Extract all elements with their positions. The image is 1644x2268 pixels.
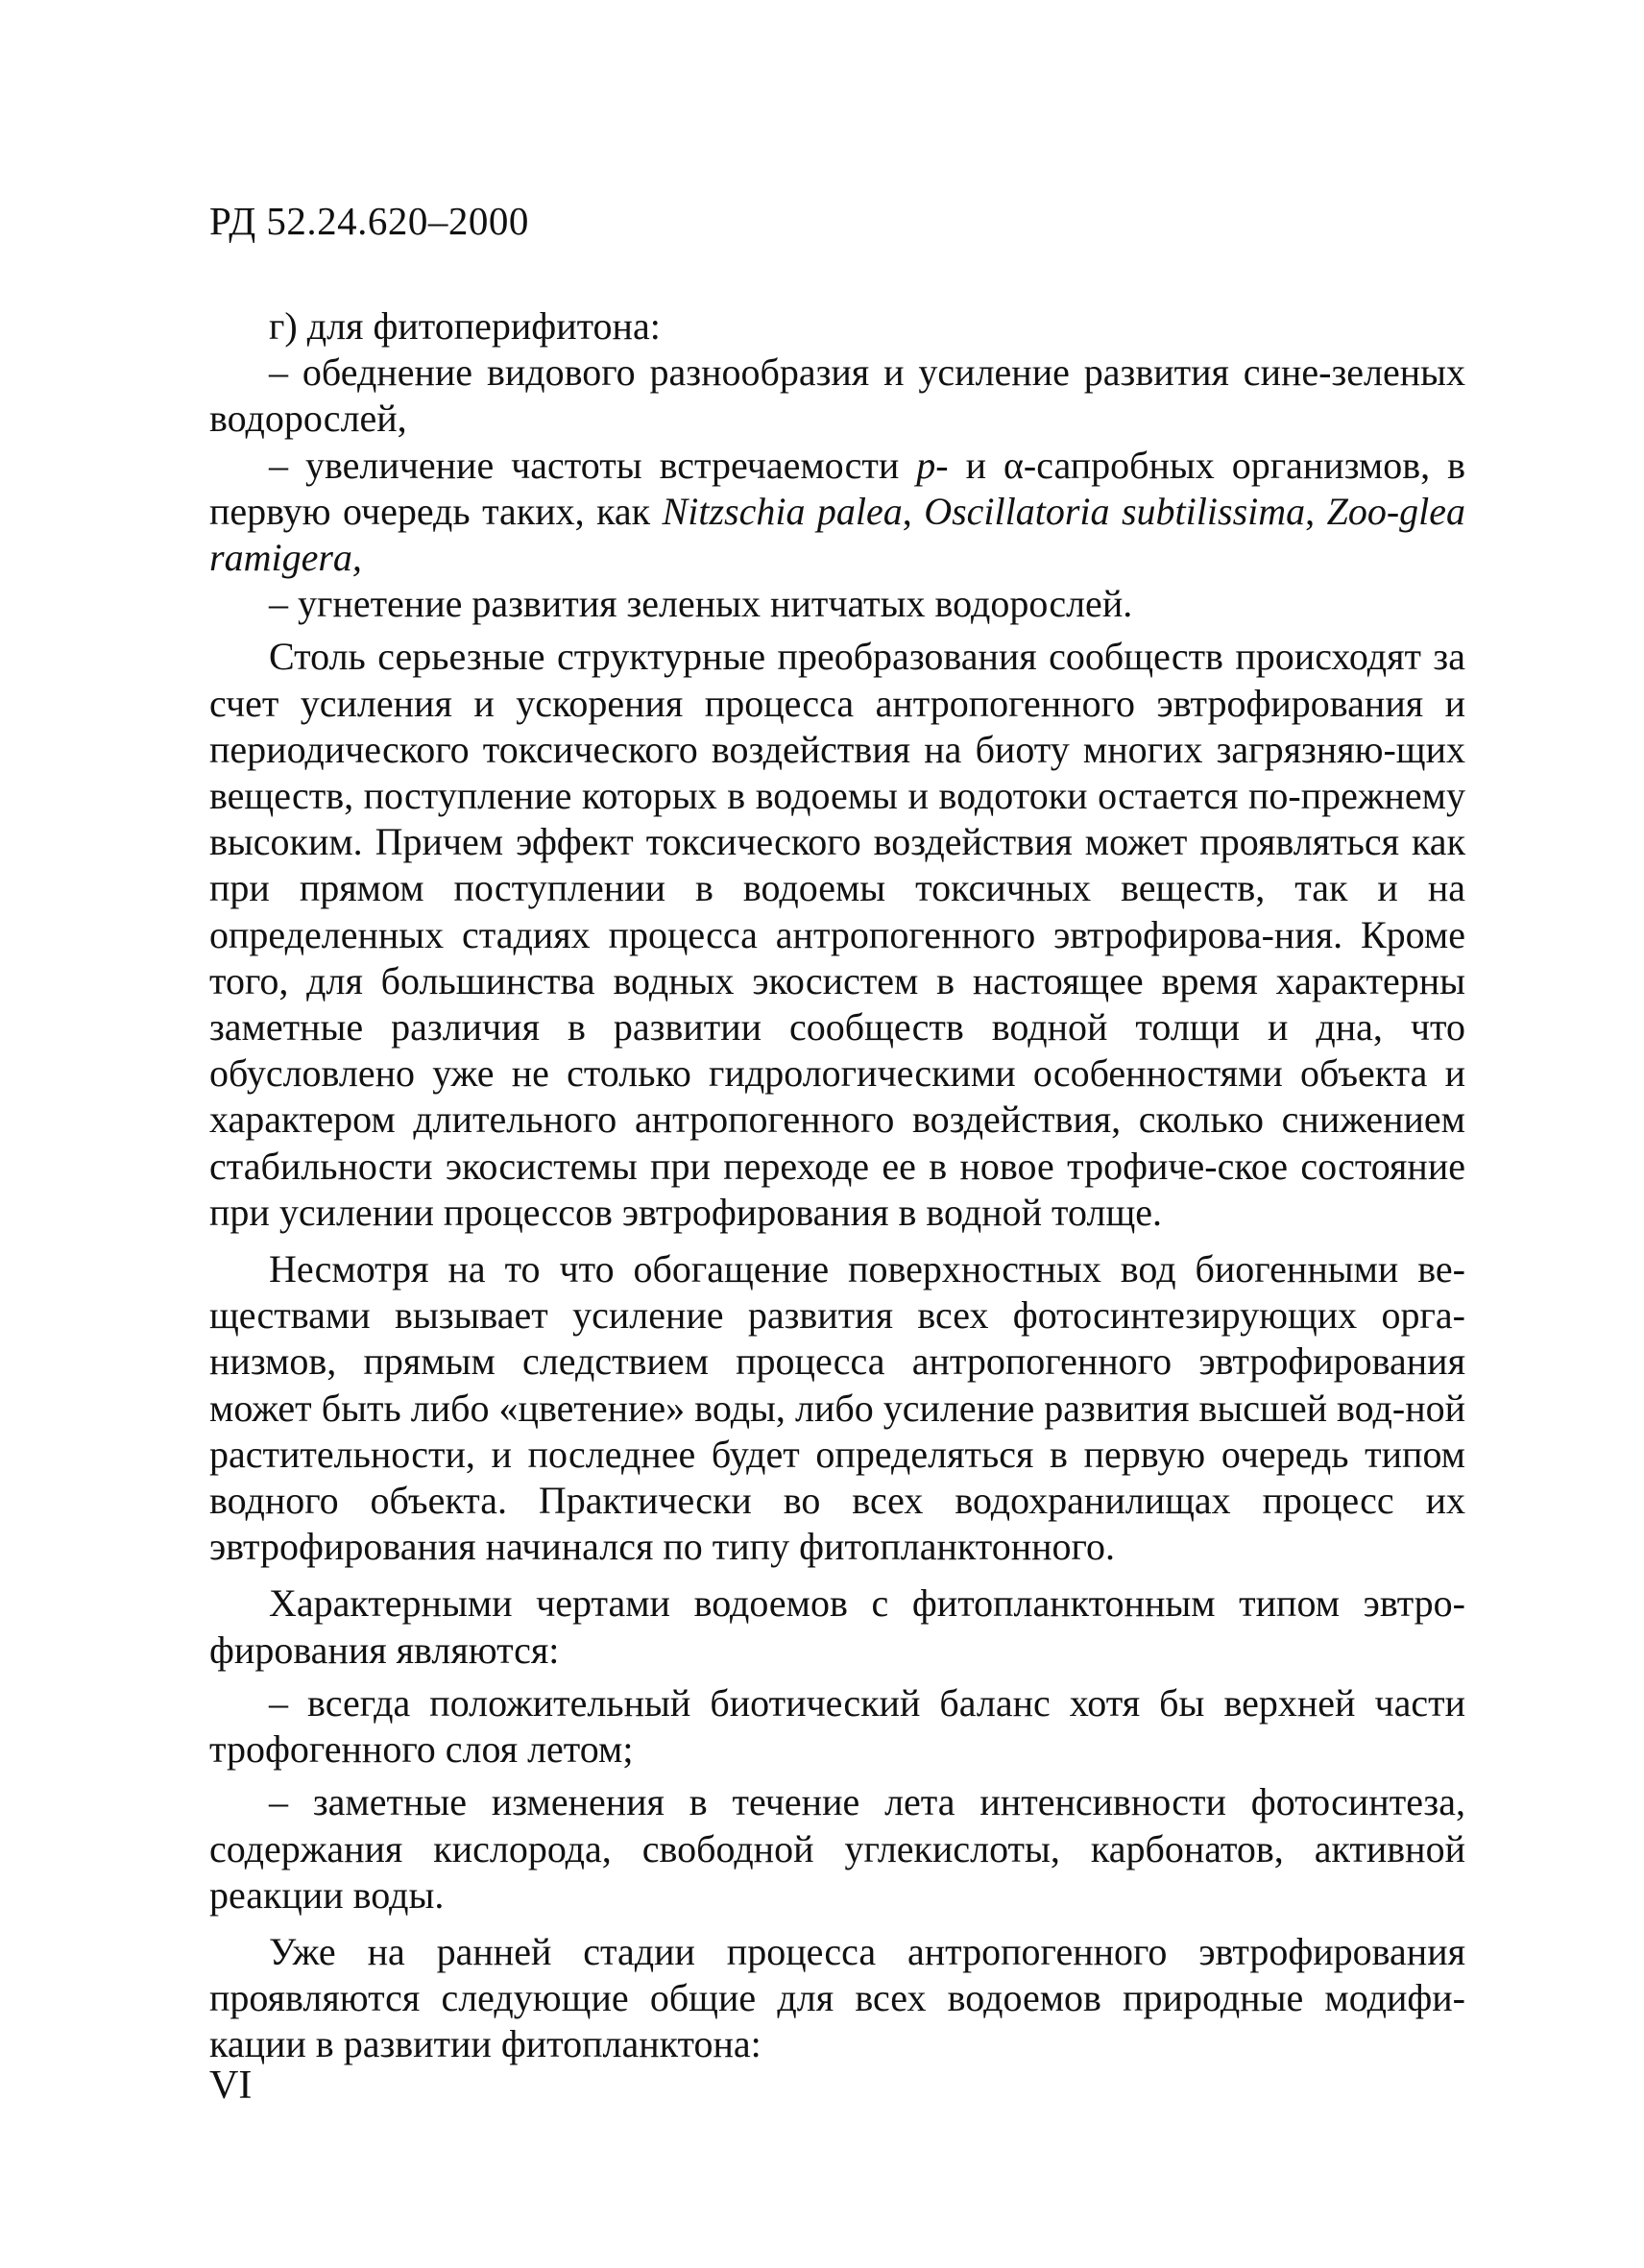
paragraph-early-stage: Уже на ранней стадии процесса антропогенного эвтрофирования проявляются следующие общие для всех водоемов природные модифи-кации в развитии фитопланктона: (209, 1929, 1465, 2066)
p-letter: p (916, 443, 936, 487)
paragraph-phytoperiphyton-heading: г) для фитоперифитона: (269, 304, 661, 348)
paragraph-summer-changes: – заметные изменения в течение лета интенсивности фотосинтеза, содержания кислорода, свободной углекислоты, карбонатов, активной реакции воды. (209, 1780, 1465, 1917)
paragraph-structural-changes: Столь серьезные структурные преобразования сообществ происходят за счет усиления и ускорения процесса антропогенного эвтрофирования и периодического токсического воздействия на биоту многих загрязняю-щих веществ, поступление которых в водоемы и водотоки остается по-прежнему высоким. Причем эффект токсического воздействия может проявляться как при прямом поступлении в водоемы токсичных веществ, так и на определенных стадиях процесса антропогенного эвтрофирова-ния. Кроме того, для большинства водных экосистем в настоящее время характерны заметные различия в развитии сообществ водной толщи и дна, что обусловлено уже не столько гидрологическими особенностями объекта и характером длительного антропогенного воздействия, сколько снижением стабильности экосистемы при переходе ее в новое трофиче-ское состояние при усилении процессов эвтрофирования в водной толще. (209, 635, 1465, 1234)
paragraph-species-diversity: – обеднение видового разнообразия и усиление развития сине-зеленых водорослей, (209, 350, 1465, 441)
page-number: VI (209, 2063, 253, 2108)
paragraph-saprobic-organisms (209, 443, 1465, 582)
paragraph-biotic-balance: – всегда положительный биотический баланс хотя бы верхней части трофогенного слоя летом; (209, 1680, 1465, 1772)
species-name-oscillatoria: Oscillatoria subtilissima (924, 489, 1306, 533)
saprobic-text-start: – увеличение частоты встречаемости (269, 443, 917, 487)
paragraph-characteristic-features: Характерными чертами водоемов с фитопланктонным типом эвтро-фирования являются: (209, 1581, 1465, 1672)
document-body (209, 303, 1465, 2068)
species-name-zooglea: Zoo-glea ramigera, (209, 489, 1466, 580)
species-separator: , (902, 489, 925, 533)
species-name-nitzschia: Nitzschia palea (662, 489, 903, 533)
species-separator: , (1305, 489, 1327, 533)
saprobic-text-middle: - и α-сапробных организмов, в первую очередь таких, как (209, 443, 1465, 533)
paragraph-biogenic-enrichment: Несмотря на то что обогащение поверхностных вод биогенными ве-ществами вызывает усиление развития всех фотосинтезирующих орга-низмов, прямым следствием процесса антропогенного эвтрофирования может быть либо «цветение» воды, либо усиление развития высшей вод-ной растительности, и последнее будет определяться в первую очередь типом водного объекта. Практически во всех водохранилищах процесс их эвтрофирования начинался по типу фитопланктонного. (209, 1247, 1465, 1569)
document-code-header: РД 52.24.620–2000 (209, 199, 529, 243)
paragraph-green-algae: – угнетение развития зеленых нитчатых водорослей. (269, 582, 1133, 626)
